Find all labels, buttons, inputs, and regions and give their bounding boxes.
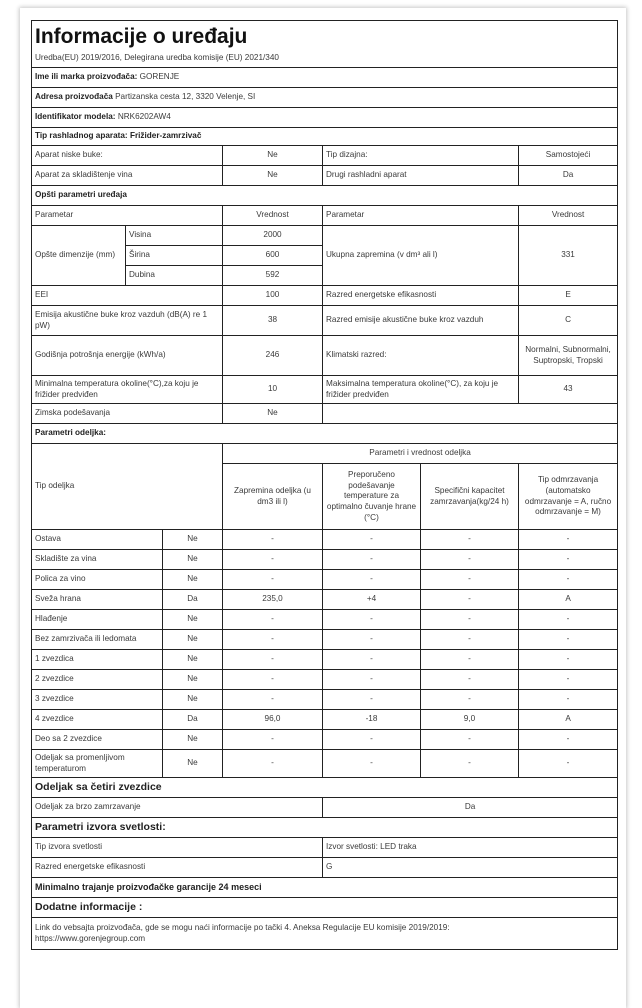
compartment-capacity: - [421, 590, 519, 610]
light-class-label: Razred energetske efikasnosti [32, 858, 323, 878]
compartment-temp: - [323, 610, 421, 630]
compartment-volume: - [223, 670, 323, 690]
additional-info-cell [32, 918, 618, 950]
compartment-volume: 96,0 [223, 710, 323, 730]
model-identifier-value: NRK6202AW4 [117, 112, 171, 122]
compartment-name: Bez zamrzivača ili ledomata [32, 630, 163, 650]
compartment-present: Ne [163, 630, 223, 650]
appliance-type-label: Tip rashladnog aparata: [35, 131, 128, 141]
compartment-present: Ne [163, 570, 223, 590]
compartment-temp: - [323, 730, 421, 750]
warranty-text: Minimalno trajanje proizvođačke garancije 24 meseci [32, 878, 618, 898]
total-volume-label: Ukupna zapremina (v dm³ ali l) [323, 226, 519, 286]
general-row-empty [323, 404, 618, 424]
manufacturer-name-value: GORENJE [139, 72, 180, 82]
compartment-defrost: - [519, 630, 618, 650]
compartment-defrost: - [519, 750, 618, 778]
compartment-capacity: - [421, 630, 519, 650]
appliance-type-value: Frižider-zamrzivač [129, 131, 202, 141]
compartment-capacity: - [421, 530, 519, 550]
additional-info-text: Link do vebsajta proizvođača, gde se mogu naći informacije po tački 4. Aneksa Regulacije EU komisije 2019/2019: [35, 923, 450, 933]
compartment-name: 3 zvezdice [32, 690, 163, 710]
dimension-label: Dubina [126, 266, 223, 286]
compartment-capacity: - [421, 610, 519, 630]
compartment-volume: - [223, 750, 323, 778]
compartment-volume: - [223, 650, 323, 670]
compartment-capacity: - [421, 550, 519, 570]
general-row-value: 10 [223, 376, 323, 404]
manufacturer-address-row [32, 88, 618, 108]
compartment-volume: - [223, 550, 323, 570]
type-row-value: Ne [223, 146, 323, 166]
general-row-value: Ne [223, 404, 323, 424]
type-row-param: Drugi rashladni aparat [323, 166, 519, 186]
compartment-temp: +4 [323, 590, 421, 610]
compartment-capacity: - [421, 690, 519, 710]
light-class-value: G [323, 858, 618, 878]
dimension-value: 600 [223, 246, 323, 266]
compartments-section-title: Parametri odeljka: [32, 424, 618, 444]
general-row-param: Maksimalna temperatura okoline(°C), za koju je frižider predviđen [323, 376, 519, 404]
compartment-defrost: A [519, 590, 618, 610]
product-info-table [31, 20, 618, 950]
col-header-volume: Zapremina odeljka (u dm3 ili l) [223, 464, 323, 530]
general-row-value: C [519, 306, 618, 336]
col-header-defrost: Tip odmrzavanja (automatsko odmrzavanje = A, ručno odmrzavanje = M) [519, 464, 618, 530]
type-row-param: Tip dizajna: [323, 146, 519, 166]
compartment-group-header: Parametri i vrednost odeljka [223, 444, 618, 464]
manufacturer-website-link[interactable]: https://www.gorenjegroup.com [35, 933, 146, 943]
general-row-param: EEI [32, 286, 223, 306]
compartment-temp: - [323, 690, 421, 710]
col-header-temp: Preporučeno podešavanje temperature za optimalno čuvanje hrane (°C) [323, 464, 421, 530]
type-row-value: Da [519, 166, 618, 186]
dimension-label: Širina [126, 246, 223, 266]
compartment-name: Hlađenje [32, 610, 163, 630]
dimension-value: 592 [223, 266, 323, 286]
compartment-defrost: - [519, 690, 618, 710]
compartment-name: 1 zvezdica [32, 650, 163, 670]
manufacturer-name-label: Ime ili marka proizvođača: [35, 72, 138, 82]
compartment-capacity: - [421, 730, 519, 750]
compartment-defrost: - [519, 550, 618, 570]
type-row-value: Samostojeći [519, 146, 618, 166]
manufacturer-address-value: Partizanska cesta 12, 3320 Velenje, SI [115, 92, 256, 102]
general-row-value: 38 [223, 306, 323, 336]
type-row-value: Ne [223, 166, 323, 186]
compartment-present: Ne [163, 690, 223, 710]
compartment-volume: - [223, 570, 323, 590]
compartment-capacity: - [421, 650, 519, 670]
compartment-temp: - [323, 570, 421, 590]
compartment-name: Odeljak sa promenljivom temperaturom [32, 750, 163, 778]
compartment-name: Sveža hrana [32, 590, 163, 610]
compartment-capacity: - [421, 570, 519, 590]
compartment-type-header: Tip odeljka [32, 444, 223, 530]
general-row-param: Zimska podešavanja [32, 404, 223, 424]
fast-freeze-label: Odeljak za brzo zamrzavanje [32, 798, 323, 818]
type-row-param: Aparat niske buke: [32, 146, 223, 166]
compartment-temp: - [323, 530, 421, 550]
manufacturer-address-label: Adresa proizvođača [35, 92, 113, 102]
compartment-name: 4 zvezdice [32, 710, 163, 730]
light-type-label: Tip izvora svetlosti [32, 838, 323, 858]
compartment-present: Da [163, 710, 223, 730]
general-row-value: Normalni, Subnormalni, Suptropski, Tropski [519, 336, 618, 376]
general-row-value: E [519, 286, 618, 306]
model-identifier-label: Identifikator modela: [35, 112, 116, 122]
compartment-volume: - [223, 610, 323, 630]
compartment-present: Ne [163, 550, 223, 570]
compartment-name: 2 zvezdice [32, 670, 163, 690]
compartment-volume: - [223, 730, 323, 750]
compartment-temp: - [323, 650, 421, 670]
light-section-title: Parametri izvora svetlosti: [32, 818, 618, 838]
compartment-capacity: - [421, 750, 519, 778]
compartment-defrost: - [519, 530, 618, 550]
compartment-capacity: - [421, 670, 519, 690]
col-header-value2: Vrednost [519, 206, 618, 226]
compartment-temp: - [323, 750, 421, 778]
compartment-temp: -18 [323, 710, 421, 730]
page-title: Informacije o uređaju [32, 21, 618, 50]
compartment-name: Ostava [32, 530, 163, 550]
general-row-value: 100 [223, 286, 323, 306]
compartment-defrost: - [519, 730, 618, 750]
col-header-param2: Parametar [323, 206, 519, 226]
compartment-name: Polica za vino [32, 570, 163, 590]
four-star-section-title: Odeljak sa četiri zvezdice [32, 778, 618, 798]
compartment-temp: - [323, 670, 421, 690]
compartment-volume: 235,0 [223, 590, 323, 610]
compartment-name: Deo sa 2 zvezdice [32, 730, 163, 750]
compartment-capacity: 9,0 [421, 710, 519, 730]
type-row-param: Aparat za skladištenje vina [32, 166, 223, 186]
compartment-defrost: - [519, 670, 618, 690]
compartment-name: Skladište za vina [32, 550, 163, 570]
col-header-param: Parametar [32, 206, 223, 226]
general-row-param: Minimalna temperatura okoline(°C),za koju je frižider predviđen [32, 376, 223, 404]
additional-section-title: Dodatne informacije : [32, 898, 618, 918]
dimensions-label: Opšte dimenzije (mm) [32, 226, 126, 286]
compartment-defrost: - [519, 570, 618, 590]
compartment-temp: - [323, 550, 421, 570]
compartment-volume: - [223, 690, 323, 710]
compartment-present: Ne [163, 610, 223, 630]
compartment-present: Ne [163, 750, 223, 778]
general-row-param: Emisija akustične buke kroz vazduh (dB(A) re 1 pW) [32, 306, 223, 336]
dimension-label: Visina [126, 226, 223, 246]
light-type-value: Izvor svetlosti: LED traka [323, 838, 618, 858]
col-header-capacity: Specifični kapacitet zamrzavanja(kg/24 h) [421, 464, 519, 530]
compartment-volume: - [223, 530, 323, 550]
appliance-type-row [32, 128, 618, 146]
document-page [20, 8, 626, 1008]
general-row-param: Godišnja potrošnja energije (kWh/a) [32, 336, 223, 376]
general-row-param: Razred energetske efikasnosti [323, 286, 519, 306]
dimension-value: 2000 [223, 226, 323, 246]
compartment-volume: - [223, 630, 323, 650]
compartment-present: Ne [163, 730, 223, 750]
compartment-present: Da [163, 590, 223, 610]
col-header-value: Vrednost [223, 206, 323, 226]
general-row-param: Razred emisije akustične buke kroz vazduh [323, 306, 519, 336]
fast-freeze-value: Da [323, 798, 618, 818]
compartment-defrost: - [519, 650, 618, 670]
general-row-value: 43 [519, 376, 618, 404]
compartment-present: Ne [163, 530, 223, 550]
manufacturer-name-row [32, 68, 618, 88]
total-volume-value: 331 [519, 226, 618, 286]
compartment-defrost: - [519, 610, 618, 630]
compartment-temp: - [323, 630, 421, 650]
regulation-text: Uredba(EU) 2019/2016, Delegirana uredba komisije (EU) 2021/340 [32, 49, 618, 68]
compartment-present: Ne [163, 650, 223, 670]
model-identifier-row [32, 108, 618, 128]
compartment-present: Ne [163, 670, 223, 690]
general-row-value: 246 [223, 336, 323, 376]
compartment-defrost: A [519, 710, 618, 730]
general-row-param: Klimatski razred: [323, 336, 519, 376]
general-section-title: Opšti parametri uređaja [32, 186, 618, 206]
